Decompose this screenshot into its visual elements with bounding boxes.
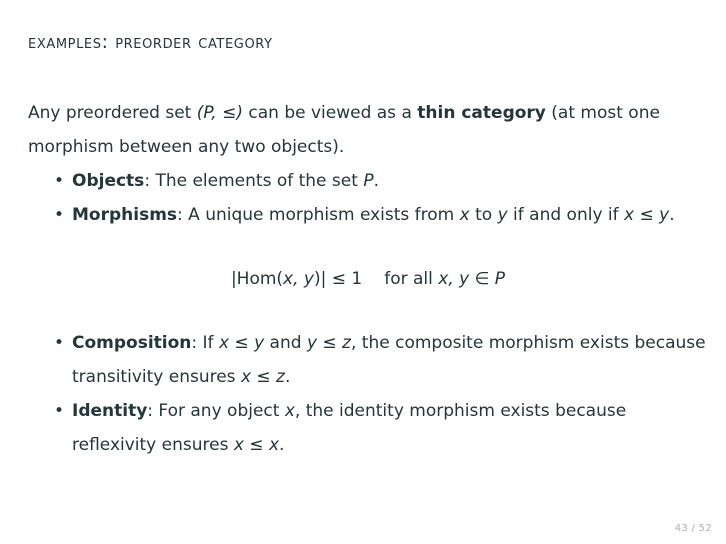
item-text: , the identity morphism exists because reflexivity ensures — [72, 401, 627, 455]
list-item-identity — [28, 394, 708, 462]
item-math: x — [284, 401, 295, 421]
item-text: . — [373, 171, 379, 191]
item-text: : If — [191, 333, 219, 353]
item-text: : The elements of the set — [144, 171, 364, 191]
list-item-morphisms — [28, 198, 708, 232]
item-text: . — [284, 367, 291, 387]
equation-math: x, y — [283, 269, 314, 289]
item-math: x ≤ y — [624, 205, 670, 225]
item-math: x — [459, 205, 470, 225]
intro-mid: can be viewed as a — [242, 103, 418, 123]
item-math: x ≤ x — [233, 435, 280, 455]
intro-lead: Any preordered set — [28, 103, 197, 123]
item-math: y ≤ z — [306, 333, 351, 353]
item-label-composition: Composition — [72, 333, 192, 353]
item-text: : A unique morphism exists from — [177, 205, 460, 225]
bullet-icon: • — [54, 333, 65, 353]
slide-body — [28, 96, 708, 462]
item-text: to — [469, 205, 498, 225]
equation-part: |Hom( — [230, 269, 284, 289]
bullet-icon: • — [54, 401, 65, 421]
equation-math: x, y ∈ P — [438, 269, 506, 289]
bullet-icon: • — [54, 205, 65, 225]
item-math: x ≤ z — [240, 367, 285, 387]
item-math: P — [363, 171, 374, 191]
item-text: and — [264, 333, 307, 353]
intro-set-math: (P, ≤) — [196, 103, 243, 123]
list-item-composition — [28, 326, 708, 394]
item-text: . — [669, 205, 675, 225]
intro-emphasis: thin category — [417, 103, 546, 123]
item-text: , the composite morphism exists because transitivity ensures — [72, 333, 706, 387]
display-equation — [28, 262, 708, 296]
item-text: if and only if — [507, 205, 625, 225]
item-text: . — [279, 435, 285, 455]
slide-title: examples: preorder category — [28, 31, 273, 53]
item-text: : For any object — [147, 401, 285, 421]
intro-paragraph — [28, 96, 708, 164]
item-math: x ≤ y — [218, 333, 265, 353]
bullet-icon: • — [54, 171, 65, 191]
list-item-objects — [28, 164, 708, 198]
equation-text: for all — [384, 269, 439, 289]
item-label-morphisms: Morphisms — [72, 205, 178, 225]
equation-part: )| ≤ 1 — [313, 269, 363, 289]
page-number: 43 / 52 — [674, 523, 712, 534]
item-label-objects: Objects — [72, 171, 145, 191]
item-math: y — [497, 205, 508, 225]
intro-tail: (at most one morphism between any two objects). — [28, 103, 660, 157]
item-label-identity: Identity — [72, 401, 148, 421]
